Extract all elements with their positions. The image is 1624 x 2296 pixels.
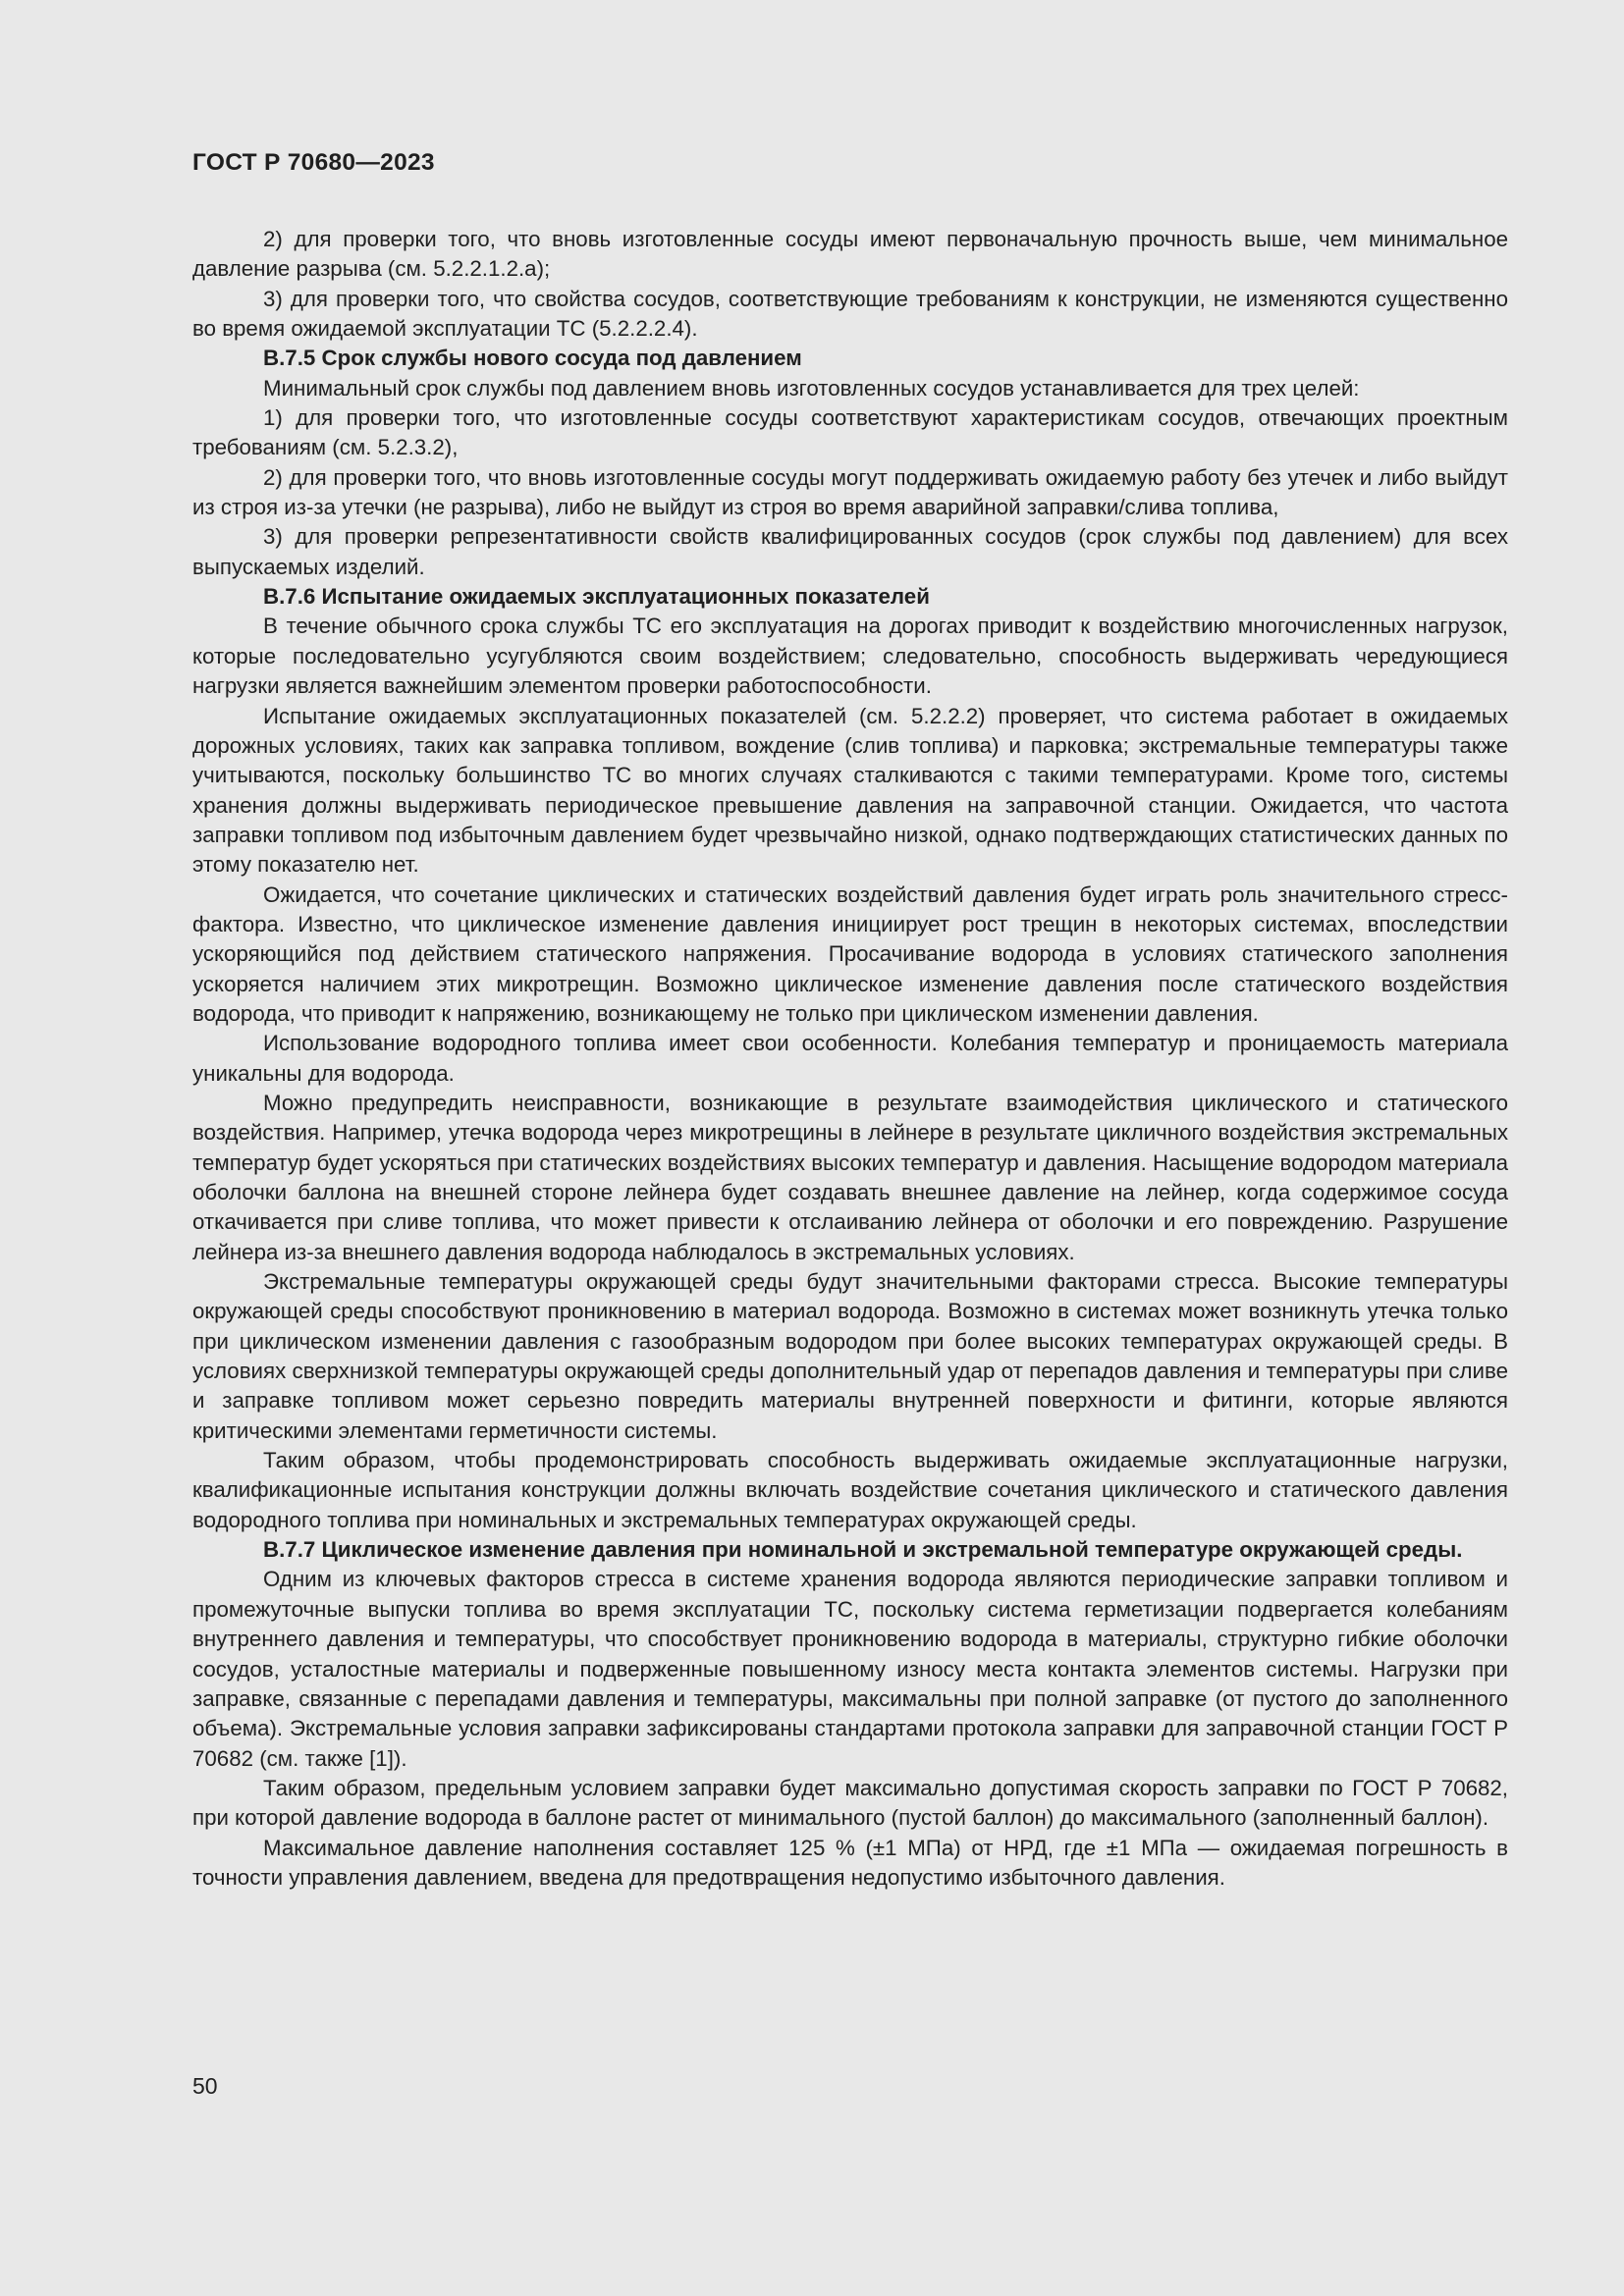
body-paragraph: Минимальный срок службы под давлением вновь изготовленных сосудов устанавливается для трех целей: (263, 375, 1360, 400)
body-paragraph: Таким образом, предельным условием заправки будет максимально допустимая скорость заправки по ГОСТ Р 70682, при которой давление водорода в баллоне растет от минимального (пустой баллон) до максимального (заполненный баллон). (192, 1775, 1508, 1831)
page-number: 50 (192, 2073, 218, 2099)
body-paragraph: Максимальное давление наполнения составляет 125 % (±1 МПа) от НРД, где ±1 МПа — ожидаемая погрешность в точности управления давлением, введена для предотвращения недопустимо избыточного давления. (192, 1835, 1508, 1890)
body-paragraph: Одним из ключевых факторов стресса в системе хранения водорода являются периодические заправки топливом и промежуточные выпуски топлива во время эксплуатации ТС, поскольку система герметизации подвергается колебаниям внутреннего давления и температуры, что способствует проникновению водорода в материалы, структурно гибкие оболочки сосудов, усталостные материалы и подверженные повышенному износу места контакта элементов системы. Нагрузки при заправке, связанные с перепадами давления и температуры, максимальны при полной заправке (от пустого до заполненного объема). Экстремальные условия заправки зафиксированы стандартами протокола заправки для заправочной станции ГОСТ Р 70682 (см. также [1]). (192, 1567, 1508, 1771)
body-paragraph: Таким образом, чтобы продемонстрировать способность выдерживать ожидаемые эксплуатационные нагрузки, квалификационные испытания конструкции должны включать воздействие сочетания циклического и статического давления водородного топлива при номинальных и экстремальных температурах окружающей среды. (192, 1448, 1508, 1532)
section-heading: В.7.5 Срок службы нового сосуда под давлением (263, 346, 802, 371)
section-heading: В.7.7 Циклическое изменение давления при номинальной и экстремальной температуре окружающей среды. (263, 1537, 1463, 1563)
body-paragraph: 2) для проверки того, что вновь изготовленные сосуды могут поддерживать ожидаемую работу без утечек и либо выйдут из строя из-за утечки (не разрыва), либо не выйдут из строя во время аварийной заправки/слива топлива, (192, 464, 1508, 520)
document-body (192, 225, 1508, 1893)
document-header: ГОСТ Р 70680—2023 (192, 149, 435, 176)
body-paragraph: 3) для проверки того, что свойства сосудов, соответствующие требованиям к конструкции, не изменяются существенно во время ожидаемой эксплуатации ТС (5.2.2.2.4). (192, 286, 1508, 342)
body-paragraph: Можно предупредить неисправности, возникающие в результате взаимодействия циклического и статического воздействия. Например, утечка водорода через микротрещины в лейнере в результате цикличного воздействия экстремальных температур будет ускоряться при статических воздействиях высоких температур и давления. Насыщение водородом материала оболочки баллона на внешней стороне лейнера будет создавать внешнее давление на лейнер, когда содержимое сосуда откачивается при сливе топлива, что может привести к отслаиванию лейнера от оболочки и его повреждению. Разрушение лейнера из-за внешнего давления водорода наблюдалось в экстремальных условиях. (192, 1090, 1508, 1264)
body-paragraph: Ожидается, что сочетание циклических и статических воздействий давления будет играть роль значительного стресс-фактора. Известно, что циклическое изменение давления инициирует рост трещин в некоторых системах, впоследствии ускоряющийся под действием статического напряжения. Просачивание водорода в условиях статического заполнения ускоряется наличием этих микротрещин. Возможно циклическое изменение давления после статического воздействия водорода, что приводит к напряжению, возникающему не только при циклическом изменении давления. (192, 881, 1508, 1026)
section-heading: В.7.6 Испытание ожидаемых эксплуатационных показателей (263, 584, 930, 610)
body-paragraph: Экстремальные температуры окружающей среды будут значительными факторами стресса. Высокие температуры окружающей среды способствуют проникновению в материал водорода. Возможно в системах может возникнуть утечка только при циклическом изменении давления с газообразным водородом при более высоких температурах окружающей среды. В условиях сверхнизкой температуры окружающей среды дополнительный удар от перепадов давления и температуры при сливе и заправке топливом может серьезно повредить материалы внутренней поверхности и фитинги, которые являются критическими элементами герметичности системы. (192, 1269, 1508, 1443)
body-paragraph: 1) для проверки того, что изготовленные сосуды соответствуют характеристикам сосудов, отвечающих проектным требованиям (см. 5.2.3.2), (192, 405, 1508, 460)
body-paragraph: Использование водородного топлива имеет свои особенности. Колебания температур и проницаемость материала уникальны для водорода. (192, 1031, 1508, 1086)
body-paragraph: 3) для проверки репрезентативности свойств квалифицированных сосудов (срок службы под давлением) для всех выпускаемых изделий. (192, 524, 1508, 579)
body-paragraph: 2) для проверки того, что вновь изготовленные сосуды имеют первоначальную прочность выше, чем минимальное давление разрыва (см. 5.2.2.1.2.а); (192, 227, 1508, 282)
body-paragraph: Испытание ожидаемых эксплуатационных показателей (см. 5.2.2.2) проверяет, что система работает в ожидаемых дорожных условиях, таких как заправка топливом, вождение (слив топлива) и парковка; экстремальные температуры также учитываются, поскольку большинство ТС во многих случаях сталкиваются с такими температурами. Кроме того, системы хранения должны выдерживать периодическое превышение давления на заправочной станции. Ожидается, что частота заправки топливом под избыточным давлением будет чрезвычайно низкой, однако подтверждающих статистических данных по этому показателю нет. (192, 703, 1508, 878)
body-paragraph: В течение обычного срока службы ТС его эксплуатация на дорогах приводит к воздействию многочисленных нагрузок, которые последовательно усугубляются своим воздействием; следовательно, способность выдерживать чередующиеся нагрузки является важнейшим элементом проверки работоспособности. (192, 614, 1508, 699)
